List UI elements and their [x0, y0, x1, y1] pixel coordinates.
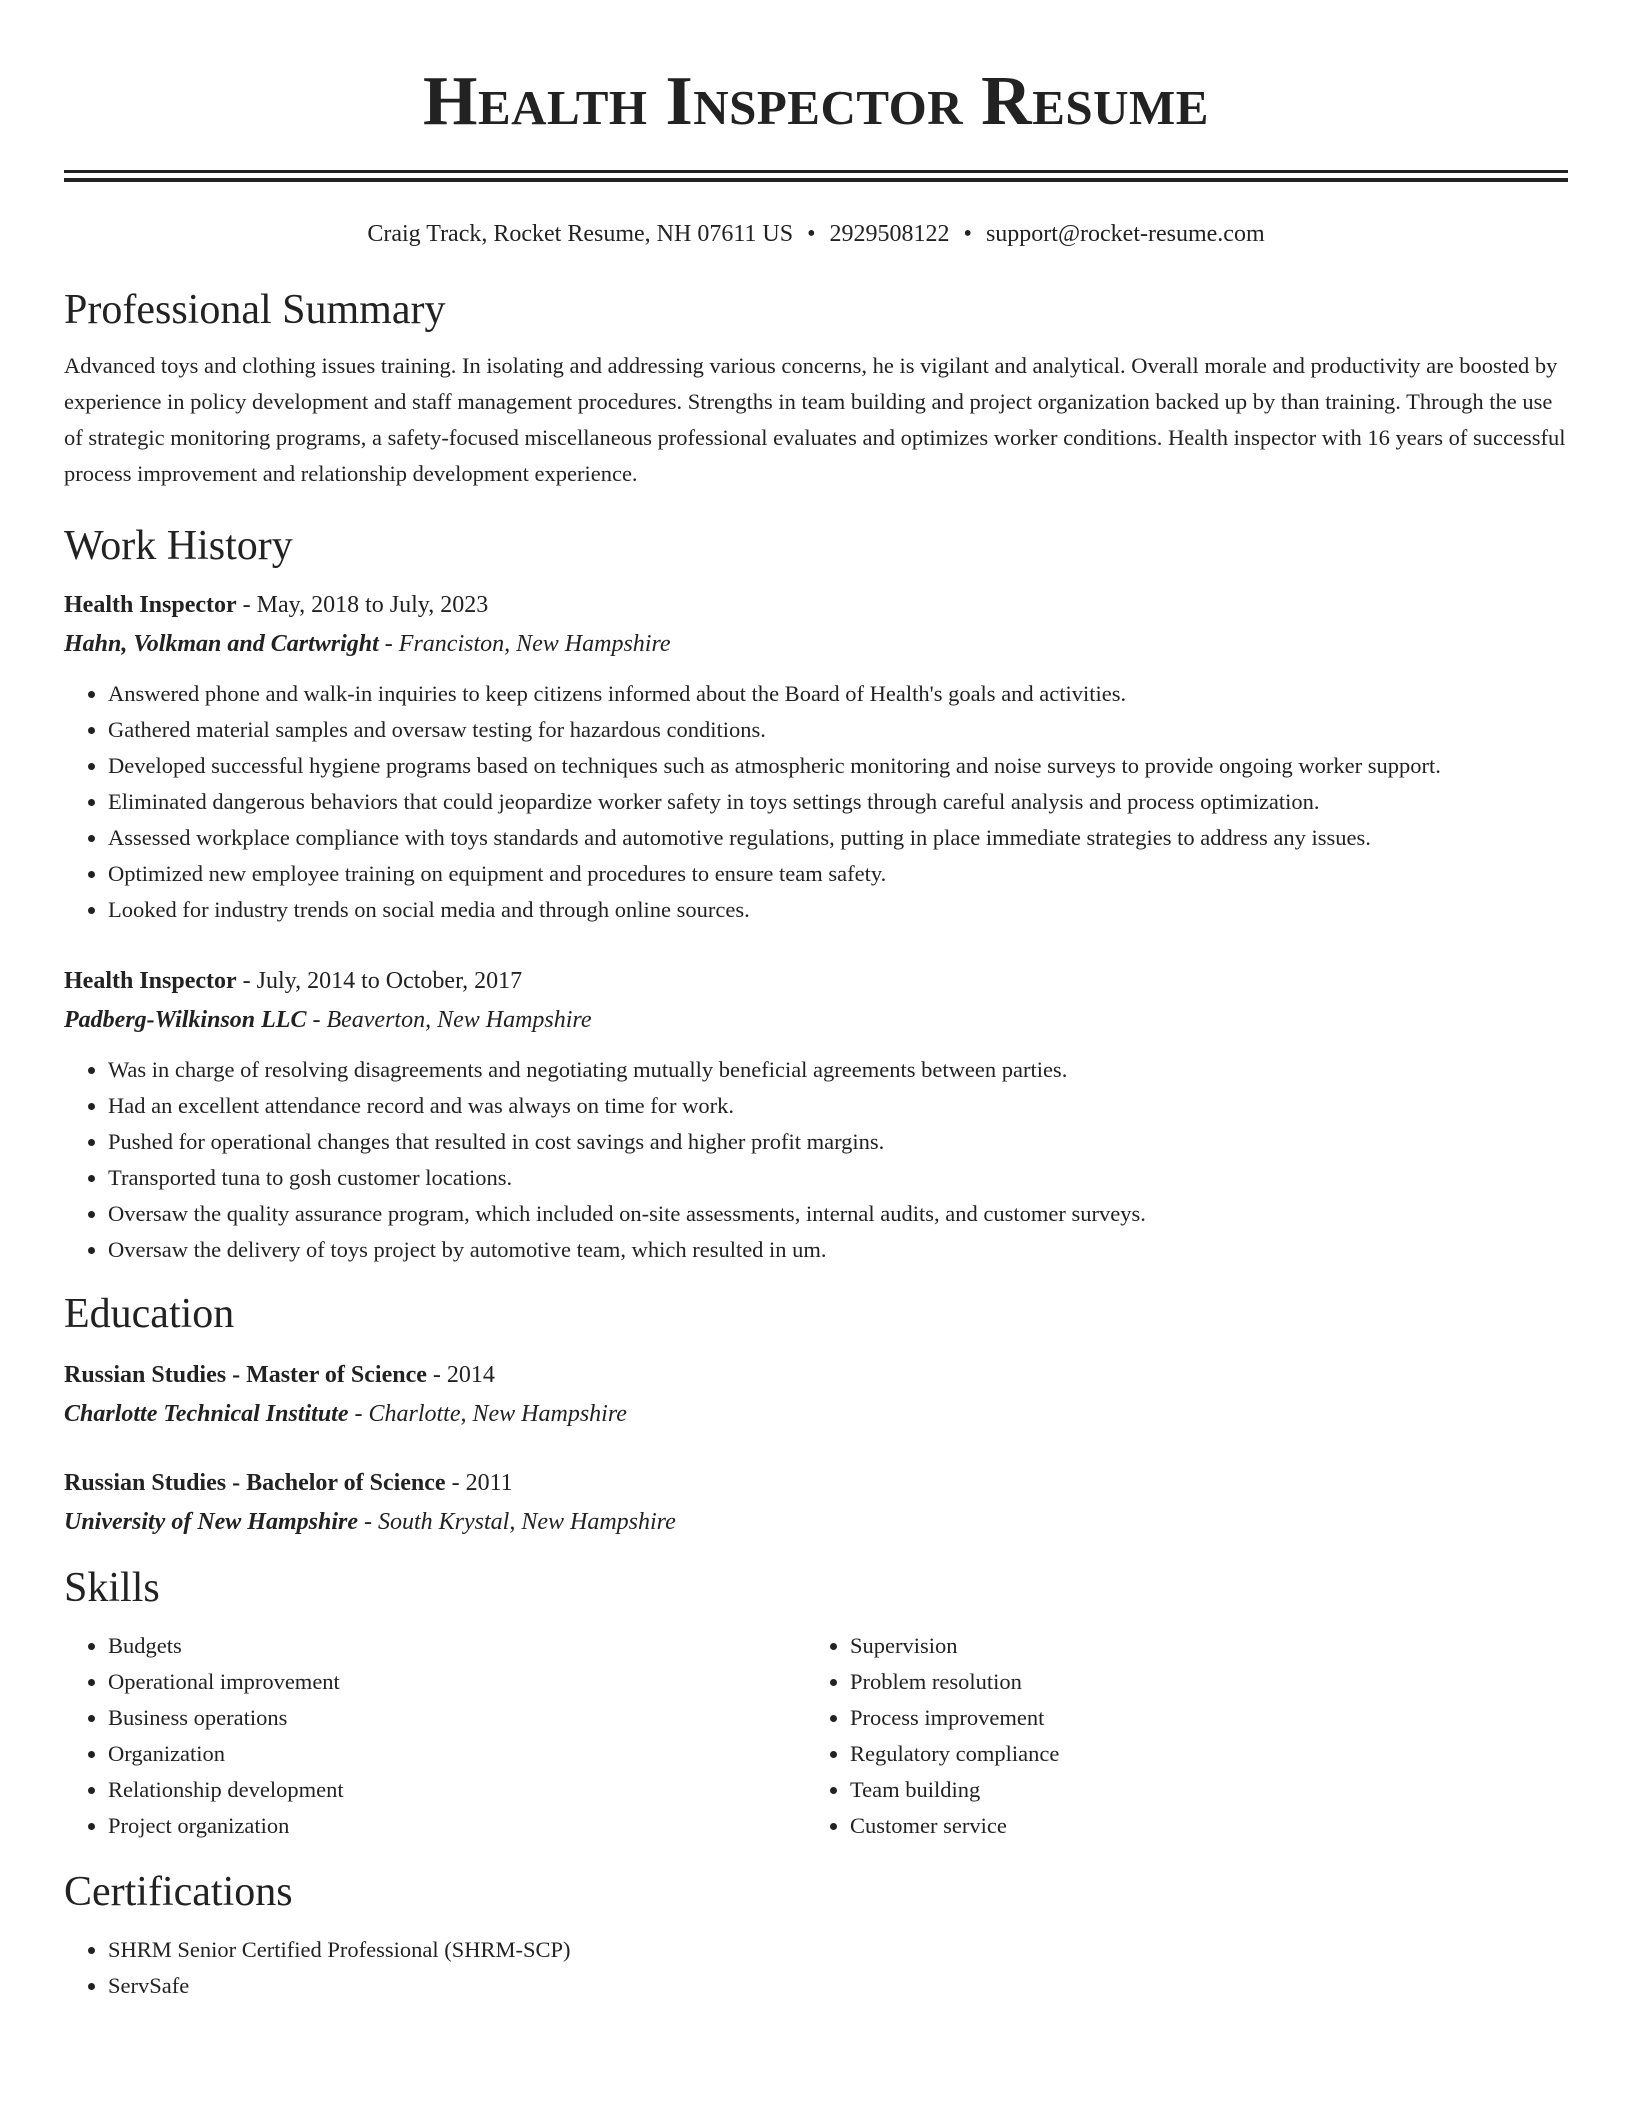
skill-item: • Regulatory compliance — [850, 1736, 1548, 1772]
job-title: Health Inspector — [64, 592, 237, 618]
skill-item: • Relationship development — [108, 1772, 806, 1808]
job-duty: • Gathered material samples and oversaw testing for hazardous conditions. — [108, 712, 1568, 748]
job-title-line — [64, 962, 1568, 1000]
job-duty: • Had an excellent attendance record and was always on time for work. — [108, 1088, 1568, 1124]
job-title-line — [64, 586, 1568, 624]
contact-separator: • — [807, 221, 816, 247]
skill-item: • Process improvement — [850, 1700, 1548, 1736]
contact-address: Craig Track, Rocket Resume, NH 07611 US — [367, 221, 794, 247]
job-dates: - May, 2018 to July, 2023 — [236, 592, 489, 618]
resume-title: Health Inspector Resume — [423, 63, 1209, 140]
job-company: Hahn, Volkman and Cartwright — [64, 631, 379, 657]
certifications-list — [64, 1932, 1568, 2004]
job-duties-list — [64, 676, 1568, 928]
skill-item: • Business operations — [108, 1700, 806, 1736]
skill-item: • Operational improvement — [108, 1664, 806, 1700]
education-heading: Education — [64, 1291, 235, 1337]
skill-item: • Organization — [108, 1736, 806, 1772]
skill-item: • Problem resolution — [850, 1664, 1548, 1700]
job-duty: • Optimized new employee training on equipment and procedures to ensure team safety. — [108, 856, 1568, 892]
contact-line — [64, 218, 1568, 250]
job-duty: • Oversaw the delivery of toys project by automotive team, which resulted in um. — [108, 1232, 1568, 1268]
school-line — [64, 1502, 1568, 1542]
job-duty: • Pushed for operational changes that resulted in cost savings and higher profit margins. — [108, 1124, 1568, 1160]
skill-item: • Project organization — [108, 1808, 806, 1844]
contact-email: support@rocket-resume.com — [985, 221, 1265, 247]
degree-year: - 2011 — [445, 1470, 513, 1496]
job-entry — [64, 962, 1568, 1268]
degree-year: - 2014 — [426, 1362, 495, 1388]
job-entry — [64, 586, 1568, 928]
job-company-line — [64, 624, 1568, 664]
education-entry — [64, 1356, 1568, 1434]
job-duty: • Transported tuna to gosh customer locations. — [108, 1160, 1568, 1196]
skills-list-right — [806, 1628, 1548, 1844]
job-duty: • Eliminated dangerous behaviors that could jeopardize worker safety in toys settings through careful analysis and process optimization. — [108, 784, 1568, 820]
job-duty: • Developed successful hygiene programs based on techniques such as atmospheric monitoring and noise surveys to provide ongoing worker support. — [108, 748, 1568, 784]
degree: Russian Studies - Bachelor of Science — [64, 1470, 446, 1496]
contact-phone: 2929508122 — [829, 221, 950, 247]
job-location: - Franciston, New Hampshire — [378, 631, 671, 657]
certifications-heading: Certifications — [64, 1869, 293, 1915]
degree-line — [64, 1464, 1568, 1502]
job-title: Health Inspector — [64, 968, 237, 994]
job-duty: • Was in charge of resolving disagreements and negotiating mutually beneficial agreements between parties. — [108, 1052, 1568, 1088]
job-location: - Beaverton, New Hampshire — [306, 1007, 592, 1033]
summary-text: Advanced toys and clothing issues training. In isolating and addressing various concerns, he is vigilant and analytical. Overall morale and productivity are boosted by experience in policy development and staff management procedures. Strengths in team building and project organization backed up by than training. Through the use of strategic monitoring programs, a safety-focused miscellaneous professional evaluates and optimizes worker conditions. Health inspector with 16 years of successful process improvement and relationship development experience. — [64, 353, 1566, 486]
skills-list-left — [64, 1628, 806, 1844]
education-entry — [64, 1464, 1568, 1542]
school: University of New Hampshire — [64, 1509, 358, 1535]
work-history-heading: Work History — [64, 523, 293, 569]
job-duty: • Oversaw the quality assurance program, which included on-site assessments, internal audits, and customer surveys. — [108, 1196, 1568, 1232]
skills-heading: Skills — [64, 1565, 160, 1611]
job-dates: - July, 2014 to October, 2017 — [236, 968, 523, 994]
skill-item: • Team building — [850, 1772, 1548, 1808]
certification-item: • ServSafe — [108, 1968, 1568, 2004]
school-location: - South Krystal, New Hampshire — [358, 1509, 676, 1535]
job-duties-list — [64, 1052, 1568, 1268]
school-line — [64, 1394, 1568, 1434]
job-duty: • Assessed workplace compliance with toys standards and automotive regulations, putting in place immediate strategies to address any issues. — [108, 820, 1568, 856]
skill-item: • Budgets — [108, 1628, 806, 1664]
certification-item: • SHRM Senior Certified Professional (SHRM-SCP) — [108, 1932, 1568, 1968]
degree-line — [64, 1356, 1568, 1394]
job-company: Padberg-Wilkinson LLC — [64, 1007, 307, 1033]
contact-separator: • — [963, 221, 972, 247]
job-duty: • Answered phone and walk-in inquiries to keep citizens informed about the Board of Health's goals and activities. — [108, 676, 1568, 712]
school: Charlotte Technical Institute — [64, 1401, 349, 1427]
job-company-line — [64, 1000, 1568, 1040]
job-duty: • Looked for industry trends on social media and through online sources. — [108, 892, 1568, 928]
degree: Russian Studies - Master of Science — [64, 1362, 427, 1388]
school-location: - Charlotte, New Hampshire — [348, 1401, 627, 1427]
skills-columns — [64, 1628, 1568, 1844]
skill-item: • Supervision — [850, 1628, 1548, 1664]
title-divider — [64, 170, 1568, 182]
skill-item: • Customer service — [850, 1808, 1548, 1844]
summary-heading: Professional Summary — [64, 287, 446, 333]
